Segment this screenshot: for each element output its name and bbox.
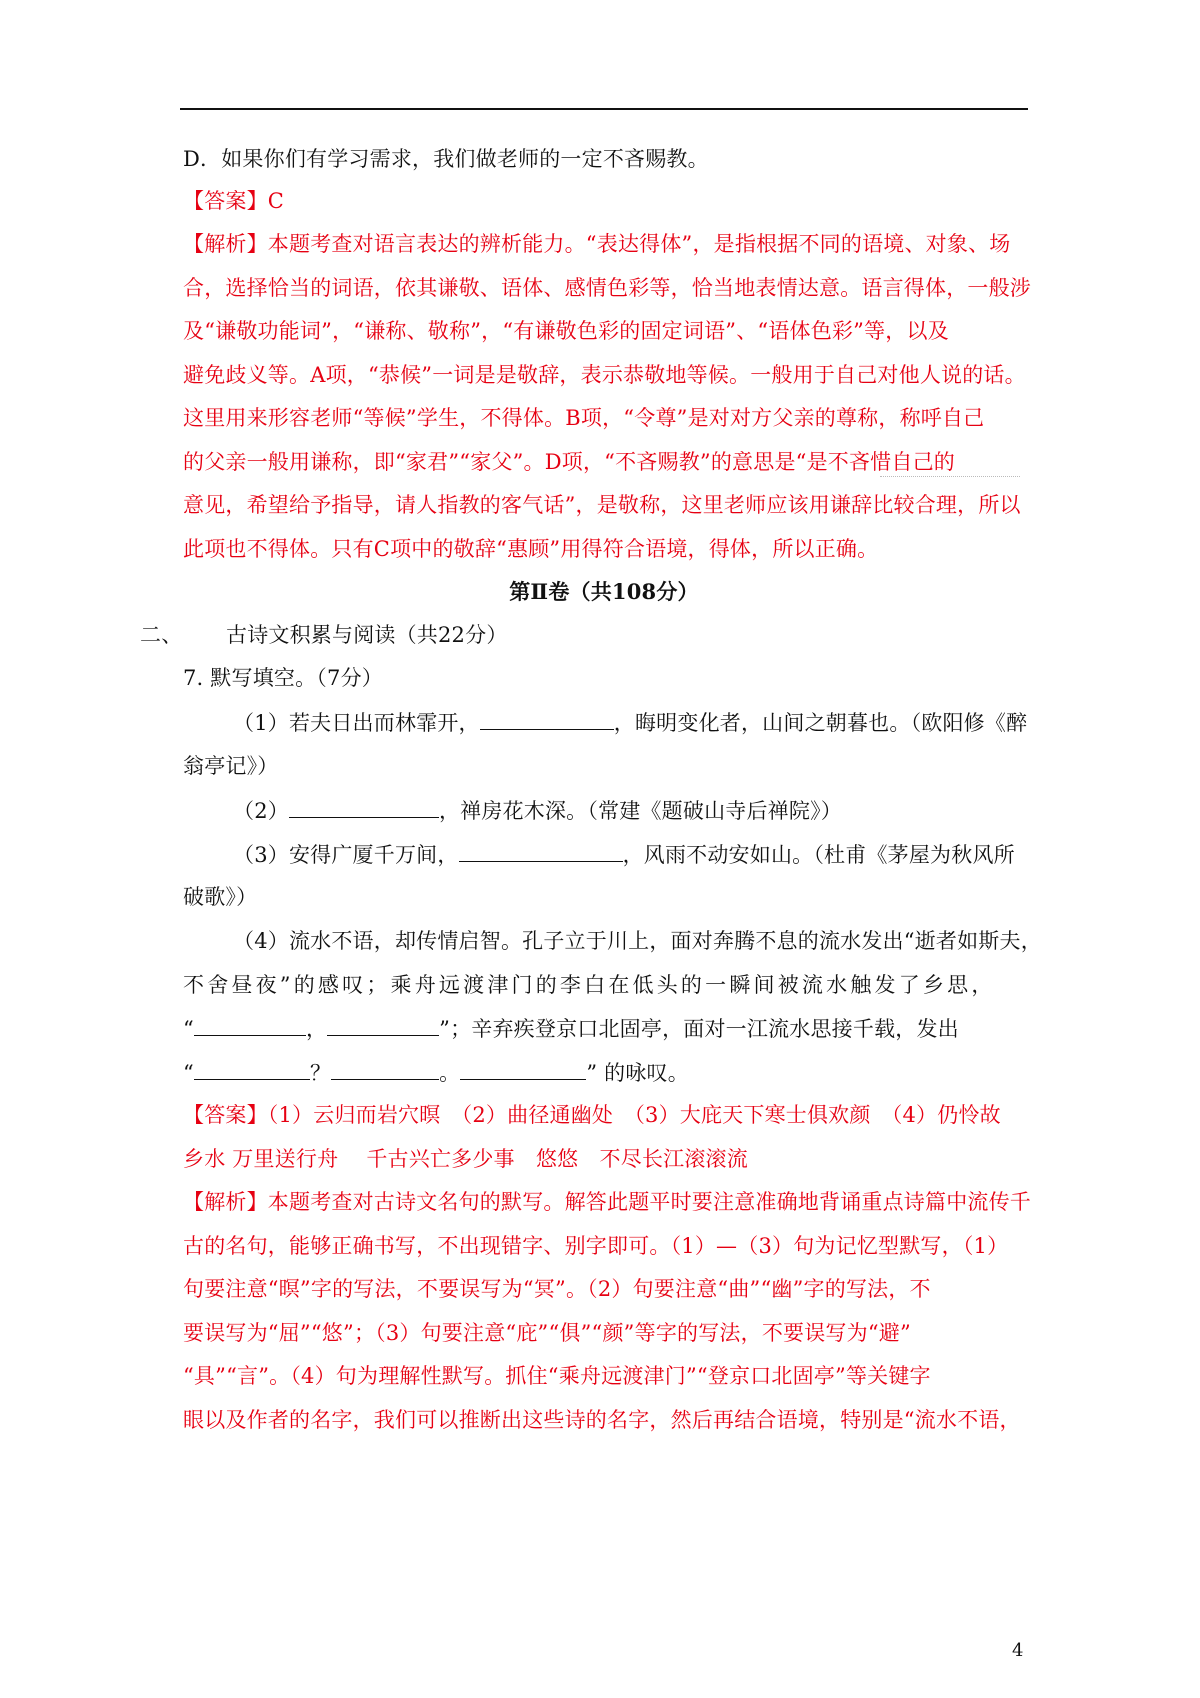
section-title: 古诗文积累与阅读（共22分） [226,623,508,647]
q6-analysis-line: 的父亲一般用谦称，即“家君”“家父”。D项，“不吝赐教”的意思是“是不吝惜自己的 [183,450,955,474]
q7-item-4-line [183,1013,1028,1044]
answer-blank[interactable] [327,1013,439,1036]
answer-blank[interactable] [460,1057,586,1080]
item-text: ，晦明变化者，山间之朝暮也。（欧阳修《醉 [613,711,1028,735]
q7-analysis-line: 古的名句，能够正确书写，不出现错字、别字即可。（1）—（3）句为记忆型默写，（1） [183,1234,1009,1258]
q7-item-1-cont: 翁亭记》） [183,754,279,778]
volume-title: 第Ⅱ卷（共108分） [509,579,699,604]
answer-blank[interactable] [289,795,439,818]
q7-item-3-cont: 破歌》） [183,885,258,909]
answer-blank[interactable] [194,1013,306,1036]
answer-blank[interactable] [459,839,623,862]
q6-answer: 【答案】C [183,189,285,213]
item-text: ？ [309,1061,332,1085]
q6-analysis-line: 避免歧义等。A项，“恭候”一词是是敬辞，表示恭敬地等候。一般用于自己对他人说的话。 [183,363,1026,387]
item-text: ， [305,1017,328,1041]
answer-blank[interactable] [480,707,614,730]
q7-analysis-line: 要误写为“屈”“悠”；（3）句要注意“庇”“俱”“颜”等字的写法，不要误写为“避” [183,1321,911,1345]
q7-answer-line: 【答案】（1）云归而岩穴暝 （2）曲径通幽处 （3）大庇天下寒士俱欢颜 （4）仍怜故 [183,1103,1001,1127]
page-number: 4 [1012,1640,1024,1661]
section-number: 二、 [140,623,183,647]
item-text: （3）安得广厦千万间， [233,843,459,867]
q7-item-2 [233,795,1028,826]
item-text: ，风雨不动安如山。（杜甫《茅屋为秋风所 [622,843,1015,867]
q7-answer-line: 乡水 万里送行舟 千古兴亡多少事 悠悠 不尽长江滚滚流 [183,1147,748,1171]
option-d: D．如果你们有学习需求，我们做老师的一定不吝赐教。 [183,147,709,171]
q7-item-4-line [183,1057,1028,1088]
item-text: 。 [439,1061,461,1085]
q7-item-4-line: 不舍昼夜”的感叹；乘舟远渡津门的李白在低头的一瞬间被流水触发了乡思， [183,973,996,997]
answer-blank[interactable] [194,1057,310,1080]
q7-title: 7. 默写填空。（7分） [183,666,383,690]
item-text: （2） [233,799,289,823]
item-text: （1）若夫日出而林霏开， [233,711,480,735]
item-text: ” 的咏叹。 [586,1061,689,1085]
answer-blank[interactable] [331,1057,439,1080]
q7-analysis-line: 【解析】本题考查对古诗文名句的默写。解答此题平时要注意准确地背诵重点诗篇中流传千 [183,1190,1031,1214]
q6-analysis-line: 及“谦敬功能词”，“谦称、敬称”，“有谦敬色彩的固定词语”、“语体色彩”等，以及 [183,319,949,343]
q6-analysis-line: 【解析】本题考查对语言表达的辨析能力。“表达得体”，是指根据不同的语境、对象、场 [183,232,1011,256]
q7-analysis-line: 句要注意“暝”字的写法，不要误写为“冥”。（2）句要注意“曲”“幽”字的写法，不 [183,1277,931,1301]
q6-analysis-line: 合，选择恰当的词语，依其谦敬、语体、感情色彩等，恰当地表情达意。语言得体，一般涉 [183,276,1031,300]
header-rule [180,108,1028,110]
q6-analysis-line: 这里用来形容老师“等候”学生，不得体。B项，“令尊”是对对方父亲的尊称，称呼自己 [183,406,985,430]
q7-analysis-line: 眼以及作者的名字，我们可以推断出这些诗的名字，然后再结合语境，特别是“流水不语， [183,1408,1021,1432]
q7-item-1 [233,707,1028,738]
q6-analysis-line: 此项也不得体。只有C项中的敬辞“惠顾”用得符合语境，得体，所以正确。 [183,537,879,561]
q7-analysis-line: “具”“言”。（4）句为理解性默写。抓住“乘舟远渡津门”“登京口北固亭”等关键字 [183,1364,931,1388]
item-text: ，禅房花木深。（常建《题破山寺后禅院》） [438,799,842,823]
item-text: “ [183,1017,194,1041]
q7-item-4-line: （4）流水不语，却传情启智。孔子立于川上，面对奔腾不息的流水发出“逝者如斯夫， [233,929,1042,953]
item-text: ”；辛弃疾登京口北固亭，面对一江流水思接千载，发出 [439,1017,959,1041]
q6-analysis-line: 意见，希望给予指导，请人指教的客气话”，是敬称，这里老师应该用谦辞比较合理，所以 [183,493,1021,517]
q7-item-3 [233,839,1028,870]
item-text: “ [183,1061,194,1085]
